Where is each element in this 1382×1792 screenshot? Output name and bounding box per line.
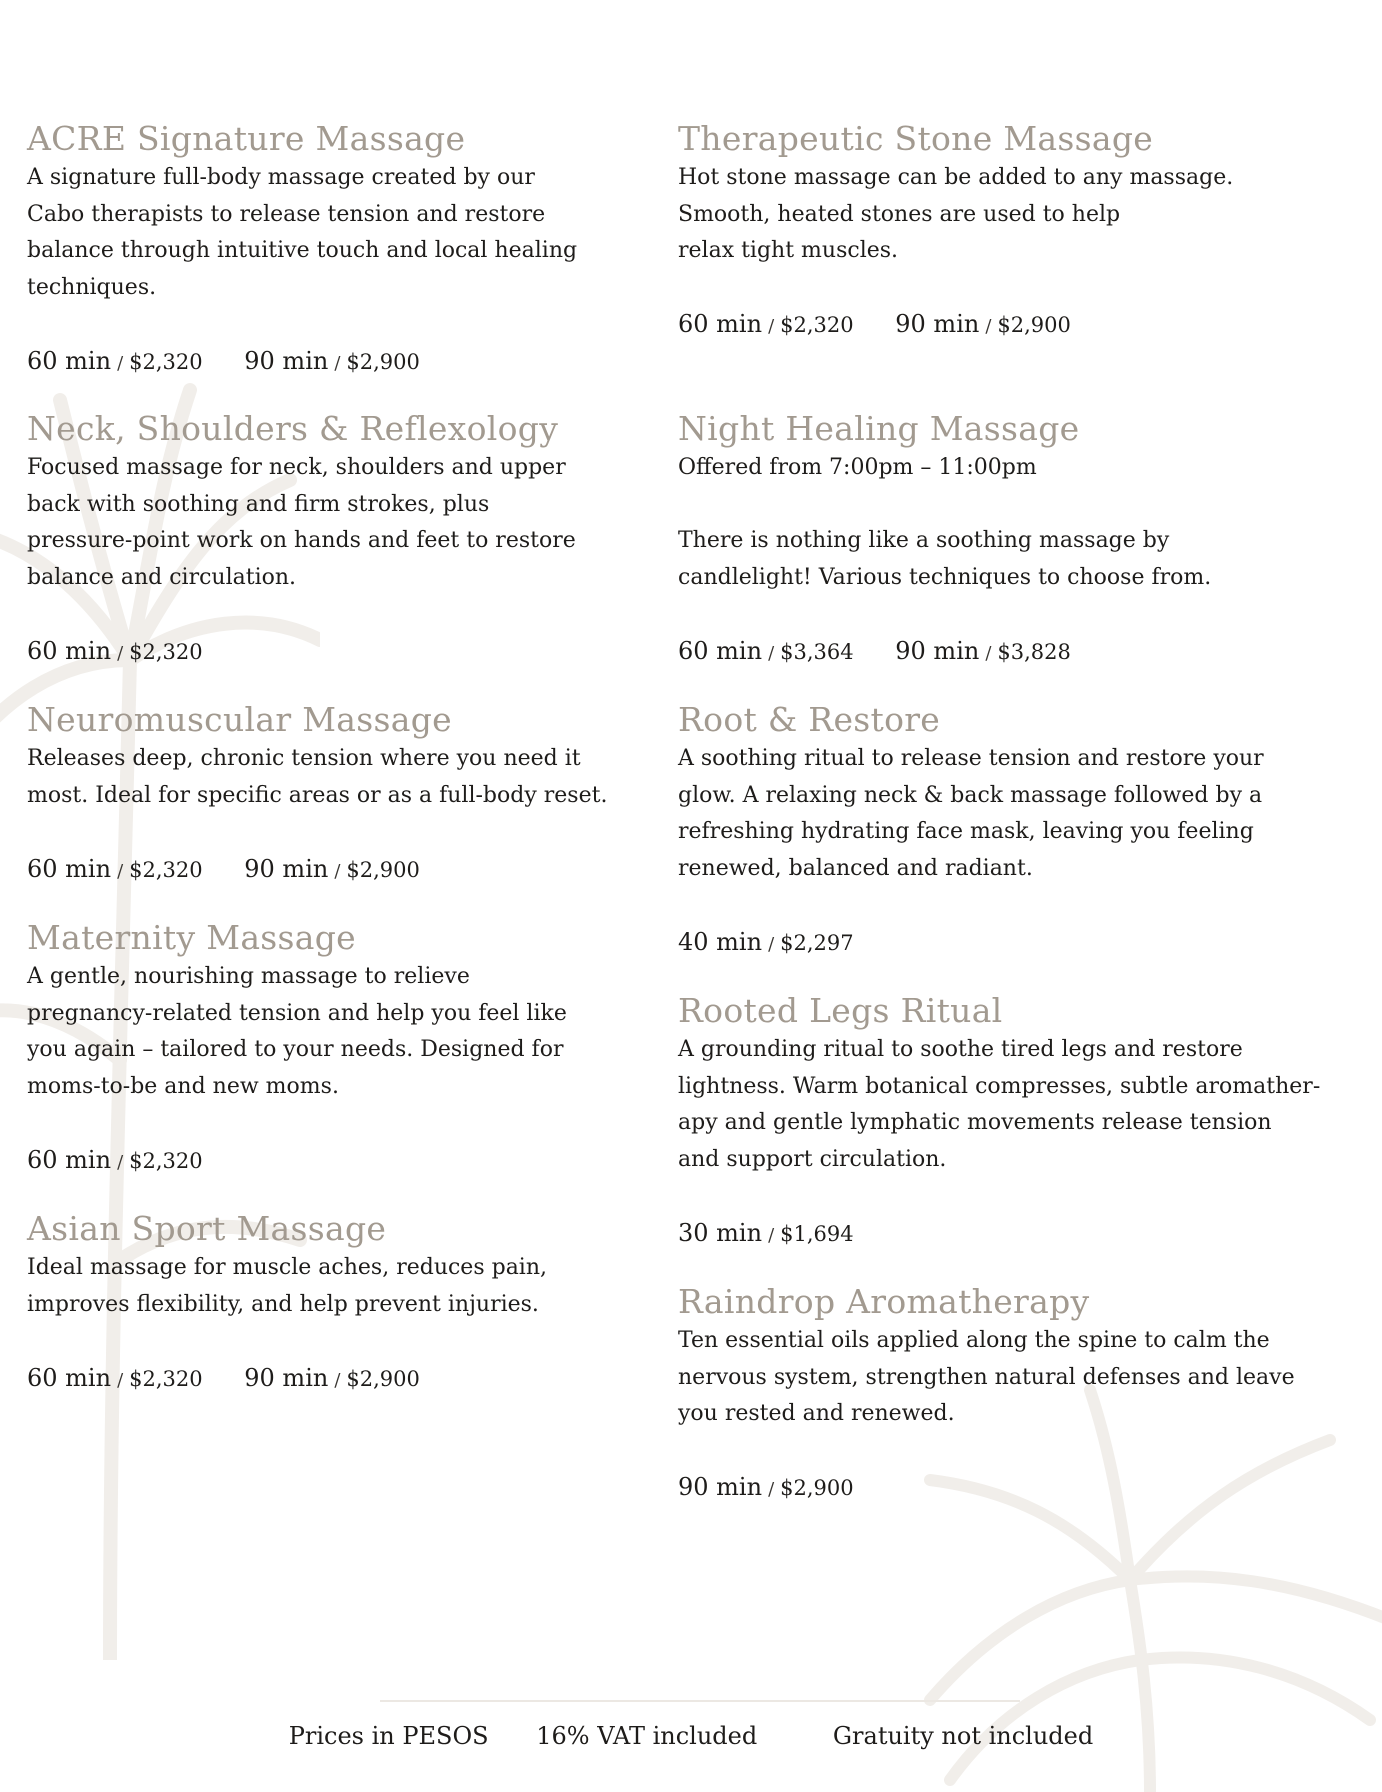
duration: 60 min bbox=[27, 854, 112, 883]
price-amount: $2,900 bbox=[346, 857, 420, 882]
price-amount: $1,694 bbox=[780, 1221, 854, 1246]
duration: 90 min bbox=[895, 310, 980, 338]
service-description-line: Releases deep, chronic tension where you need it bbox=[27, 746, 581, 771]
service-description-line: Hot stone massage can be added to any massage. bbox=[678, 165, 1234, 190]
service-title: Therapeutic Stone Massage bbox=[678, 119, 1154, 158]
duration: 60 min bbox=[27, 346, 112, 375]
service-title: Rooted Legs Ritual bbox=[678, 991, 1003, 1030]
currency-note: Prices in PESOS bbox=[288, 1722, 489, 1750]
service-title: Asian Sport Massage bbox=[27, 1209, 387, 1248]
service-description-line: you again – tailored to your needs. Designed for bbox=[27, 1037, 564, 1062]
service-title: Neck, Shoulders & Reflexology bbox=[27, 409, 559, 448]
service-description-line: pressure-point work on hands and feet to restore bbox=[27, 528, 576, 553]
service-description-line: A soothing ritual to release tension and restore your bbox=[678, 746, 1264, 771]
service-acre-signature bbox=[27, 118, 647, 382]
service-title: ACRE Signature Massage bbox=[27, 119, 466, 158]
price-list bbox=[678, 633, 1358, 672]
price-list bbox=[678, 1469, 1358, 1508]
price-option: 90 min / $2,900 bbox=[244, 1363, 420, 1392]
price-option: 90 min / $2,900 bbox=[244, 346, 420, 375]
service-description-line: candlelight! Various techniques to choose from. bbox=[678, 564, 1212, 590]
duration: 90 min bbox=[895, 636, 980, 665]
vat-note: 16% VAT included bbox=[536, 1722, 758, 1750]
duration: 90 min bbox=[244, 346, 329, 375]
price-option: 60 min / $2,320 bbox=[27, 346, 203, 375]
service-description-line: balance and circulation. bbox=[27, 564, 297, 590]
price-amount: $2,297 bbox=[780, 930, 854, 955]
service-night-healing bbox=[678, 408, 1358, 672]
service-title: Raindrop Aromatherapy bbox=[678, 1282, 1090, 1321]
service-raindrop-aromatherapy bbox=[678, 1281, 1358, 1508]
service-neck-shoulders bbox=[27, 408, 647, 672]
service-description-line: glow. A relaxing neck & back massage followed by a bbox=[678, 782, 1263, 808]
price-list bbox=[678, 924, 1358, 963]
duration: 40 min bbox=[678, 927, 763, 956]
service-description-line: renewed, balanced and radiant. bbox=[678, 855, 1033, 881]
price-list bbox=[27, 1142, 647, 1181]
service-description-line: Focused massage for neck, shoulders and upper bbox=[27, 455, 566, 480]
price-option: 60 min / $2,320 bbox=[27, 1363, 203, 1392]
service-root-restore bbox=[678, 699, 1358, 963]
duration: 60 min bbox=[27, 1145, 112, 1174]
service-neuromuscular bbox=[27, 699, 647, 890]
service-title: Night Healing Massage bbox=[678, 409, 1080, 448]
service-rooted-legs bbox=[678, 990, 1358, 1254]
duration: 90 min bbox=[244, 1363, 329, 1392]
service-description-line: nervous system, strengthen natural defenses and leave bbox=[678, 1364, 1295, 1390]
price-list bbox=[678, 1215, 1358, 1254]
price-amount: $2,320 bbox=[129, 639, 203, 664]
service-description-line: moms-to-be and new moms. bbox=[27, 1073, 339, 1099]
price-amount: $2,320 bbox=[129, 857, 203, 882]
price-amount: $3,828 bbox=[997, 639, 1071, 664]
service-description-line: Smooth, heated stones are used to help bbox=[678, 201, 1121, 227]
price-amount: $2,900 bbox=[780, 1476, 854, 1500]
price-option: 60 min / $2,320 bbox=[678, 310, 854, 338]
service-description-line: A grounding ritual to soothe tired legs and restore bbox=[678, 1037, 1243, 1062]
service-description-line: A signature full-body massage created by our bbox=[27, 165, 535, 190]
price-amount: $3,364 bbox=[780, 639, 854, 664]
service-description-line: and support circulation. bbox=[678, 1146, 947, 1172]
price-amount: $2,320 bbox=[129, 1366, 203, 1391]
footer-notes bbox=[0, 1722, 1382, 1750]
price-amount: $2,320 bbox=[129, 349, 203, 374]
duration: 30 min bbox=[678, 1218, 763, 1247]
service-description-line: Cabo therapists to release tension and restore bbox=[27, 201, 546, 227]
price-option: 60 min / $3,364 bbox=[678, 636, 854, 665]
price-option: 90 min / $2,900 bbox=[678, 1473, 854, 1501]
price-amount: $2,900 bbox=[346, 1366, 420, 1391]
price-amount: $2,320 bbox=[129, 1148, 203, 1173]
duration: 60 min bbox=[27, 636, 112, 665]
price-list bbox=[27, 1360, 647, 1399]
service-description-line: relax tight muscles. bbox=[678, 238, 899, 263]
price-option: 40 min / $2,297 bbox=[678, 927, 854, 956]
price-amount: $2,900 bbox=[997, 313, 1071, 337]
service-description-line: back with soothing and firm strokes, plus bbox=[27, 491, 490, 517]
service-description-line: There is nothing like a soothing massage by bbox=[678, 528, 1170, 553]
service-description-line: techniques. bbox=[27, 274, 157, 300]
price-option: 60 min / $2,320 bbox=[27, 636, 203, 665]
price-list bbox=[27, 343, 647, 382]
duration: 90 min bbox=[244, 854, 329, 883]
service-description-line: most. Ideal for specific areas or as a full-body reset. bbox=[27, 782, 608, 808]
price-option: 60 min / $2,320 bbox=[27, 1145, 203, 1174]
service-description-line: Ideal massage for muscle aches, reduces pain, bbox=[27, 1255, 548, 1280]
duration: 60 min bbox=[678, 636, 763, 665]
service-description-line: pregnancy-related tension and help you feel like bbox=[27, 1000, 567, 1026]
service-description-line: balance through intuitive touch and local healing bbox=[27, 238, 578, 263]
service-title: Neuromuscular Massage bbox=[27, 700, 452, 739]
duration: 90 min bbox=[678, 1473, 763, 1501]
service-description-line: Offered from 7:00pm – 11:00pm bbox=[678, 455, 1037, 480]
price-list bbox=[27, 851, 647, 890]
price-option: 90 min / $2,900 bbox=[244, 854, 420, 883]
service-description-line: A gentle, nourishing massage to relieve bbox=[27, 964, 470, 989]
price-option: 90 min / $3,828 bbox=[895, 636, 1071, 665]
service-description-line: you rested and renewed. bbox=[678, 1401, 955, 1426]
duration: 60 min bbox=[678, 310, 763, 338]
service-description-line: refreshing hydrating face mask, leaving you feeling bbox=[678, 819, 1254, 844]
price-list bbox=[678, 306, 1358, 345]
duration: 60 min bbox=[27, 1363, 112, 1392]
service-title: Maternity Massage bbox=[27, 918, 356, 957]
service-title: Root & Restore bbox=[678, 700, 941, 739]
price-option: 90 min / $2,900 bbox=[895, 310, 1071, 338]
service-description-line: Ten essential oils applied along the spine to calm the bbox=[678, 1328, 1270, 1353]
price-option: 60 min / $2,320 bbox=[27, 854, 203, 883]
service-asian-sport bbox=[27, 1208, 647, 1399]
price-option: 30 min / $1,694 bbox=[678, 1218, 854, 1247]
price-list bbox=[27, 633, 647, 672]
footer-divider bbox=[380, 1700, 1020, 1702]
service-maternity bbox=[27, 917, 647, 1181]
service-description-line: lightness. Warm botanical compresses, subtle aromather- bbox=[678, 1073, 1321, 1099]
service-description-line: apy and gentle lymphatic movements release tension bbox=[678, 1110, 1272, 1135]
service-therapeutic-stone bbox=[678, 118, 1358, 345]
gratuity-note: Gratuity not included bbox=[832, 1722, 1094, 1750]
price-amount: $2,900 bbox=[346, 349, 420, 374]
service-description-line: improves flexibility, and help prevent injuries. bbox=[27, 1291, 539, 1317]
price-amount: $2,320 bbox=[780, 313, 854, 337]
